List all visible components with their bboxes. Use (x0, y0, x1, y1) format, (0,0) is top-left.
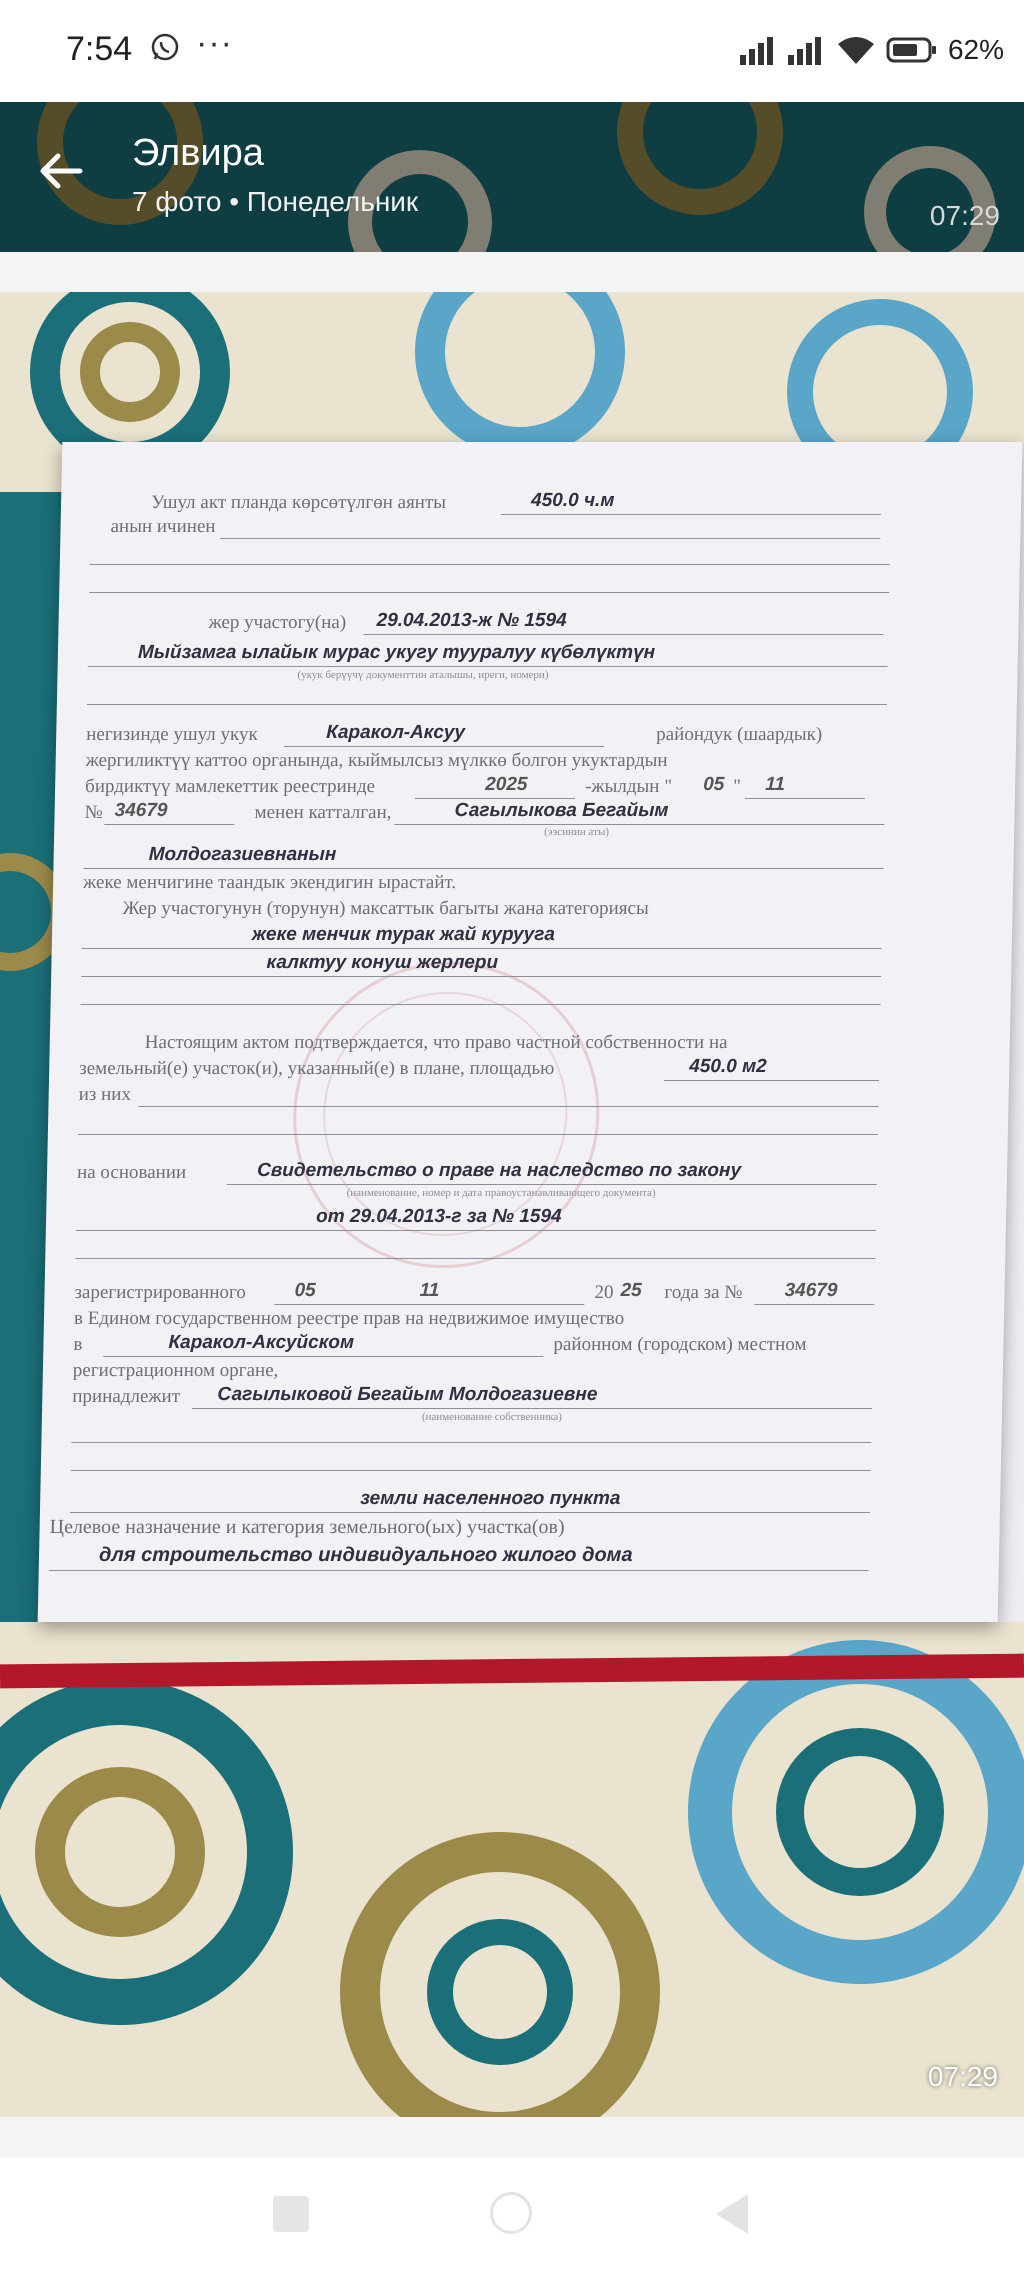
land-certificate-page: Ушул акт планда көрсөтүлгөн аянты 450.0 ч.м анын ичинен жер участогу(на) 29.04.2013-ж № 1594 Мыйзамга ылайык мурас укугу тууралуу күбөлүктүн (укук берүүчү документтин аталышы, иреги, номери) негизинде ушул укук Каракол-Аксуу райондук (шаардык) жергиликтүү каттоо органында, кыймылсыз мүлккө болгон укуктардын бирдиктүү мамлекеттик реестринде 2025 -жылдын " 05 " 11 № 34679 менен катталган, Сагылыкова Бегайым (ээсинин аты) Молдогазиевнанын жеке менчигине таандык экендигин ырастайт. Жер участогунун (торунун) максаттык багыты жана категориясы жеке менчик турак жай куруугa калктуу конуш жерлери Настоящим актом подтверждается, что право частной собственности на земельный(е) участок(и), указанный(е) в плане, площадью 450.0 м2 из них на основании Свидетельство о праве на наследство по закону (наименование, номер и дата правоустанавливающего документа) от 29.04.2013-г за № 1594 зарегистрированного 05 11 20 25 года за № 34679 в Едином государственном реестре прав на недвижимое имущество в Каракол-Аксуйском районном (городском) местном регистрационном органе, принадлежит Сагылыковой Бегайым Молдогазиевне (наименование собственника) земли населенного пункта Целевое назначение и категория земельного(ых) участка(ов) для строительство индивидуального жилого дома (38, 442, 1023, 1622)
battery-icon (886, 36, 938, 64)
owner-name-kg: Сагылыкова Бегайым (454, 800, 669, 821)
reg-date-kg: 29.04.2013-ж № 1594 (376, 610, 567, 631)
header-timestamp: 07:29 (929, 200, 1000, 231)
battery-percent: 62% (947, 34, 1004, 65)
home-button[interactable] (490, 2192, 532, 2234)
more-notifications-icon: ··· (196, 24, 233, 62)
wifi-icon (836, 34, 876, 66)
chat-name: Элвира (132, 132, 264, 174)
photo-view[interactable] (0, 292, 1024, 2117)
back-arrow-icon[interactable] (36, 146, 86, 196)
signal-icon-2 (788, 35, 826, 65)
viewer-header (0, 102, 1024, 252)
signal-icon (740, 35, 778, 65)
area-label: Ушул акт планда көрсөтүлгөн аянты (150, 492, 447, 513)
basis-document: Свидетельство о праве на наследство по закону (256, 1160, 742, 1181)
status-bar (0, 0, 1024, 102)
system-nav-bar (0, 2158, 1024, 2276)
recents-button[interactable] (273, 2196, 309, 2232)
area-value-ru: 450.0 м2 (689, 1056, 767, 1077)
photo-timestamp: 07:29 (927, 2061, 998, 2092)
clock: 7:54 (66, 30, 133, 68)
back-button[interactable] (716, 2194, 748, 2234)
photo-count-date: 7 фото • Понедельник (132, 186, 419, 217)
owner-name-ru: Сагылыковой Бегайым Молдогазиевне (217, 1384, 598, 1405)
land-purpose: для строительство индивидуального жилого дома (98, 1544, 633, 1566)
area-value: 450.0 ч.м (530, 490, 615, 511)
whatsapp-icon (150, 32, 180, 62)
